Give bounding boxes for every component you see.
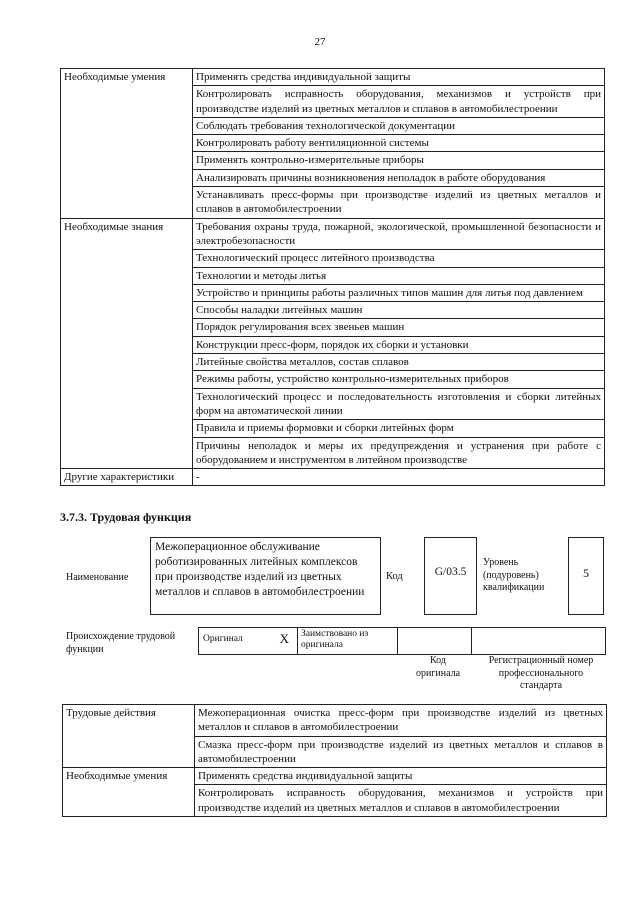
function-name: Межоперационное обслуживание роботизированных литейных комплексов при производстве изделий из цветных металлов и сплавов в автомобилестроении xyxy=(155,541,365,598)
name-label: Наименование xyxy=(66,572,129,583)
row-item: Контролировать исправность оборудования, механизмов и устройств при производстве изделий из цветных металлов и сплавов в автомобилестроении xyxy=(193,86,605,118)
origin-reg-cell xyxy=(472,627,606,655)
row-item: - xyxy=(193,469,605,486)
row-item: Устанавливать пресс-формы при производстве изделий из цветных металлов и сплавов в автомобилестроении xyxy=(193,187,605,219)
row-item: Соблюдать требования технологической документации xyxy=(193,117,605,134)
row-label: Необходимые знания xyxy=(61,218,193,468)
origin-row xyxy=(198,627,606,655)
row-item: Режимы работы, устройство контрольно-измерительных приборов xyxy=(193,371,605,388)
row-item: Контролировать работу вентиляционной системы xyxy=(193,135,605,152)
qualification-level-box xyxy=(568,537,604,615)
code-label: Код xyxy=(386,571,403,582)
row-item: Смазка пресс-форм при производстве изделий из цветных металлов и сплавов в автомобилестроении xyxy=(195,736,607,768)
page-number: 27 xyxy=(314,36,326,48)
origin-original-cell xyxy=(198,627,298,655)
actions-table xyxy=(62,704,607,817)
table-row xyxy=(63,768,607,785)
row-item: Применять средства индивидуальной защиты xyxy=(193,69,605,86)
qualification-level: 5 xyxy=(583,566,589,580)
table-row xyxy=(63,705,607,737)
reg-number-caption: Регистрационный номер профессионального стандарта xyxy=(488,655,594,691)
table-row xyxy=(61,218,605,250)
row-item: Анализировать причины возникновения неполадок в работе оборудования xyxy=(193,169,605,186)
row-item: Способы наладки литейных машин xyxy=(193,302,605,319)
row-item: Литейные свойства металлов, состав сплавов xyxy=(193,354,605,371)
row-label: Необходимые умения xyxy=(63,768,195,817)
origin-label: Происхождение трудовой функции xyxy=(66,631,176,655)
row-item: Конструкции пресс-форм, порядок их сборки и установки xyxy=(193,336,605,353)
row-item: Технологический процесс и последовательность изготовления и сборки литейных форм на автоматической линии xyxy=(193,388,605,420)
row-item: Причины неполадок и меры их предупреждения и устранения при работе с оборудованием и инструментом в литейном производстве xyxy=(193,437,605,469)
row-item: Применять контрольно-измерительные приборы xyxy=(193,152,605,169)
row-item: Устройство и принципы работы различных типов машин для литья под давлением xyxy=(193,284,605,301)
row-item: Применять средства индивидуальной защиты xyxy=(195,768,607,785)
table-row xyxy=(61,469,605,486)
row-item: Технологический процесс литейного производства xyxy=(193,250,605,267)
origin-borrowed-cell xyxy=(298,627,398,655)
code-original-caption: Код оригинала xyxy=(415,655,461,679)
requirements-table xyxy=(60,68,605,486)
row-item: Контролировать исправность оборудования, механизмов и устройств при производстве изделий из цветных металлов и сплавов в автомобилестроении xyxy=(195,785,607,817)
level-label: Уровень (подуровень) квалификации xyxy=(483,557,545,593)
row-label: Трудовые действия xyxy=(63,705,195,768)
row-item: Порядок регулирования всех звеньев машин xyxy=(193,319,605,336)
section-heading: 3.7.3. Трудовая функция xyxy=(60,510,192,524)
row-item: Правила и приемы формовки и сборки литейных форм xyxy=(193,420,605,437)
row-label: Другие характеристики xyxy=(61,469,193,486)
borrowed-label: Заимствовано из оригинала xyxy=(301,629,369,651)
row-item: Межоперационная очистка пресс-форм при производстве изделий из цветных металлов и сплавов в автомобилестроении xyxy=(195,705,607,737)
function-code-box xyxy=(424,537,477,615)
row-item: Требования охраны труда, пожарной, экологической, промышленной безопасности и электробезопасности xyxy=(193,218,605,250)
original-label: Оригинал xyxy=(203,634,243,644)
row-item: Технологии и методы литья xyxy=(193,267,605,284)
origin-code-cell xyxy=(398,627,472,655)
original-mark: X xyxy=(279,631,289,646)
function-code: G/03.5 xyxy=(434,566,467,578)
row-label: Необходимые умения xyxy=(61,69,193,219)
function-name-box xyxy=(150,537,381,615)
table-row xyxy=(61,69,605,86)
